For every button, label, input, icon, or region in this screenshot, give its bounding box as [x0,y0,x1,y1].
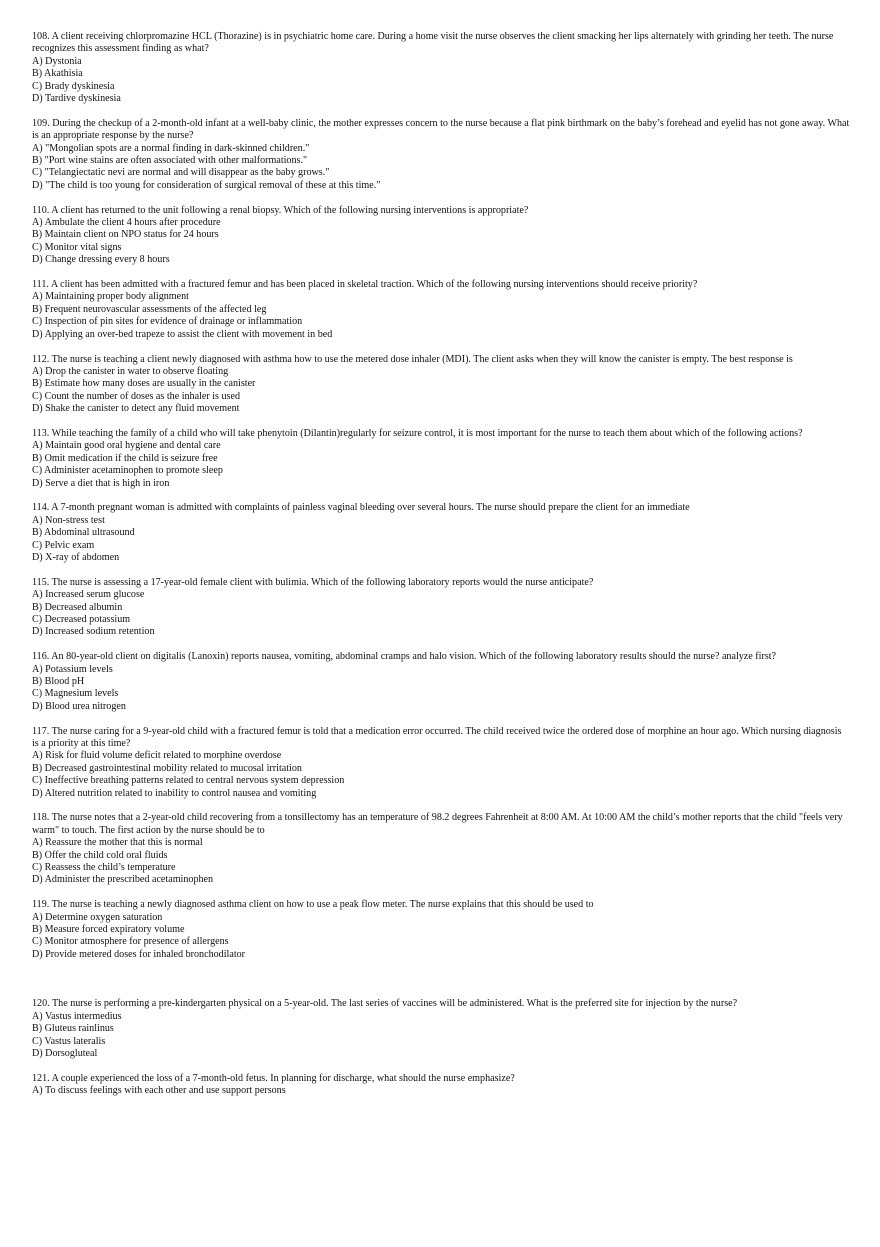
question-stem: 113. While teaching the family of a child who will take phenytoin (Dilantin)regularly for seizure control, it is most important for the nurse to teach them about which of the following actions? [32,427,803,439]
answer-option: D) Applying an over-bed trapeze to assist the client with movement in bed [32,328,333,340]
question-stem: 109. During the checkup of a 2-month-old infant at a well-baby clinic, the mother expresses concern to the nurse because a flat pink birthmark on the baby’s forehead and eyelid has not gone away. What is an appropriate response by the nurse? [32,117,850,142]
answer-option: A) Non-stress test [32,514,105,526]
question-block [32,205,850,267]
question-stem: 114. A 7-month pregnant woman is admitted with complaints of painless vaginal bleeding over several hours. The nurse should prepare the client for an immediate [32,502,690,514]
answer-option: A) Reassure the mother that this is normal [32,837,203,849]
answer-option: A) Dystonia [32,55,82,67]
answer-option: A) Maintaining proper body alignment [32,291,189,303]
answer-option: B) Blood pH [32,676,85,687]
answer-option: C) Brady dyskinesia [32,80,115,92]
answer-option: B) Measure forced expiratory volume [32,924,185,936]
answer-option: D) Shake the canister to detect any fluid movement [32,403,240,415]
question-stem: 121. A couple experienced the loss of a 7-month-old fetus. In planning for discharge, what should the nurse emphasize? [32,1072,515,1084]
question-block [32,812,850,886]
answer-option: B) Decreased albumin [32,601,123,613]
question-stem: 116. An 80-year-old client on digitalis (Lanoxin) reports nausea, vomiting, abdominal cramps and halo vision. Which of the following laboratory results should the nurse? analyze first? [32,651,777,663]
answer-option: C) Reassess the child’s temperature [32,862,176,874]
answer-option: A) Determine oxygen saturation [32,911,163,923]
answer-option: B) Akathisia [32,68,83,80]
question-block [32,354,850,416]
question-stem: 108. A client receiving chlorpromazine HCL (Thorazine) is in psychiatric home care. During a home visit the nurse observes the client smacking her lips alternately with grinding her teeth. The nurse recognizes this assessment finding as what? [32,31,834,55]
answer-option: B) Maintain client on NPO status for 24 hours [32,229,219,241]
question-block [32,577,850,639]
document-page [32,31,850,1110]
answer-option: D) Change dressing every 8 hours [32,254,170,266]
answer-option: B) Omit medication if the child is seizure free [32,452,218,464]
answer-option: B) Abdominal ultrasound [32,527,135,539]
answer-option: B) Estimate how many doses are usually in the canister [32,378,256,390]
answer-option: A) Maintain good oral hygiene and dental care [32,440,221,452]
question-block [32,118,850,192]
question-stem: 117. The nurse caring for a 9-year-old child with a fractured femur is told that a medication error occurred. The child received twice the ordered dose of morphine an hour ago. Which nursing diagnosis is a priority at this time? [32,725,842,750]
answer-option: A) "Mongolian spots are a normal finding in dark-skinned children." [32,142,310,154]
question-block [32,279,850,341]
answer-option: A) Vastus intermedius [32,1010,122,1022]
answer-option: B) Gluteus rainlinus [32,1023,114,1035]
question-block [32,428,850,490]
answer-option: D) Administer the prescribed acetaminophen [32,874,214,886]
answer-option: C) Monitor atmosphere for presence of allergens [32,936,229,948]
answer-option: A) Increased serum glucose [32,589,145,601]
question-block [32,31,850,105]
answer-option: C) Administer acetaminophen to promote sleep [32,465,223,477]
answer-option: D) Blood urea nitrogen [32,700,126,712]
answer-option: D) Serve a diet that is high in iron [32,477,170,489]
question-block [32,998,850,1060]
answer-option: B) Offer the child cold oral fluids [32,849,168,861]
answer-option: C) "Telangiectatic nevi are normal and will disappear as the baby grows." [32,167,330,179]
question-stem: 111. A client has been admitted with a fractured femur and has been placed in skeletal traction. Which of the following nursing interventions should receive priority? [32,279,698,291]
question-block [32,1073,850,1098]
answer-option: A) Risk for fluid volume deficit related to morphine overdose [32,750,282,762]
answer-option: B) Frequent neurovascular assessments of the affected leg [32,303,267,315]
question-stem: 115. The nurse is assessing a 17-year-old female client with bulimia. Which of the following laboratory reports would the nurse anticipate? [32,576,594,588]
answer-option: C) Pelvic exam [32,539,95,551]
answer-option: C) Ineffective breathing patterns related to central nervous system depression [32,775,345,787]
answer-option: C) Monitor vital signs [32,241,122,253]
answer-option: D) Altered nutrition related to inability to control nausea and vomiting [32,787,317,799]
answer-option: B) Decreased gastrointestinal mobility related to mucosal irritation [32,762,302,774]
question-block [32,502,850,564]
answer-option: D) Increased sodium retention [32,626,155,638]
answer-option: C) Vastus lateralis [32,1035,106,1047]
answer-option: D) "The child is too young for consideration of surgical removal of these at this time." [32,179,381,191]
question-block [32,651,850,713]
answer-option: D) Dorsogluteal [32,1047,98,1059]
answer-option: B) "Port wine stains are often associated with other malformations." [32,155,308,167]
answer-option: C) Decreased potassium [32,613,131,625]
answer-option: A) To discuss feelings with each other and use support persons [32,1085,286,1097]
answer-option: A) Ambulate the client 4 hours after procedure [32,217,221,229]
answer-option: C) Magnesium levels [32,688,119,700]
question-block [32,899,850,961]
answer-option: C) Count the number of doses as the inhaler is used [32,390,241,402]
answer-option: D) Provide metered doses for inhaled bronchodilator [32,948,246,960]
question-block [32,726,850,800]
answer-option: D) X-ray of abdomen [32,551,120,563]
question-stem: 118. The nurse notes that a 2-year-old child recovering from a tonsillectomy has an temperature of 98.2 degrees Fahrenheit at 8:00 AM. At 10:00 AM the child’s mother reports that the child "feels very warm" to touch. The first action by the nurse should be to [32,812,843,836]
answer-option: C) Inspection of pin sites for evidence of drainage or inflammation [32,316,303,328]
question-stem: 112. The nurse is teaching a client newly diagnosed with asthma how to use the metered dose inhaler (MDI). The client asks when they will know the canister is empty. The best response is [32,353,793,365]
answer-option: A) Potassium levels [32,663,113,675]
answer-option: D) Tardive dyskinesia [32,93,121,105]
question-stem: 120. The nurse is performing a pre-kindergarten physical on a 5-year-old. The last series of vaccines will be administered. What is the preferred site for injection by the nurse? [32,998,738,1010]
question-stem: 119. The nurse is teaching a newly diagnosed asthma client on how to use a peak flow meter. The nurse explains that this should be used to [32,899,594,911]
question-stem: 110. A client has returned to the unit following a renal biopsy. Which of the following nursing interventions is appropriate? [32,204,529,216]
answer-option: A) Drop the canister in water to observe floating [32,365,229,377]
